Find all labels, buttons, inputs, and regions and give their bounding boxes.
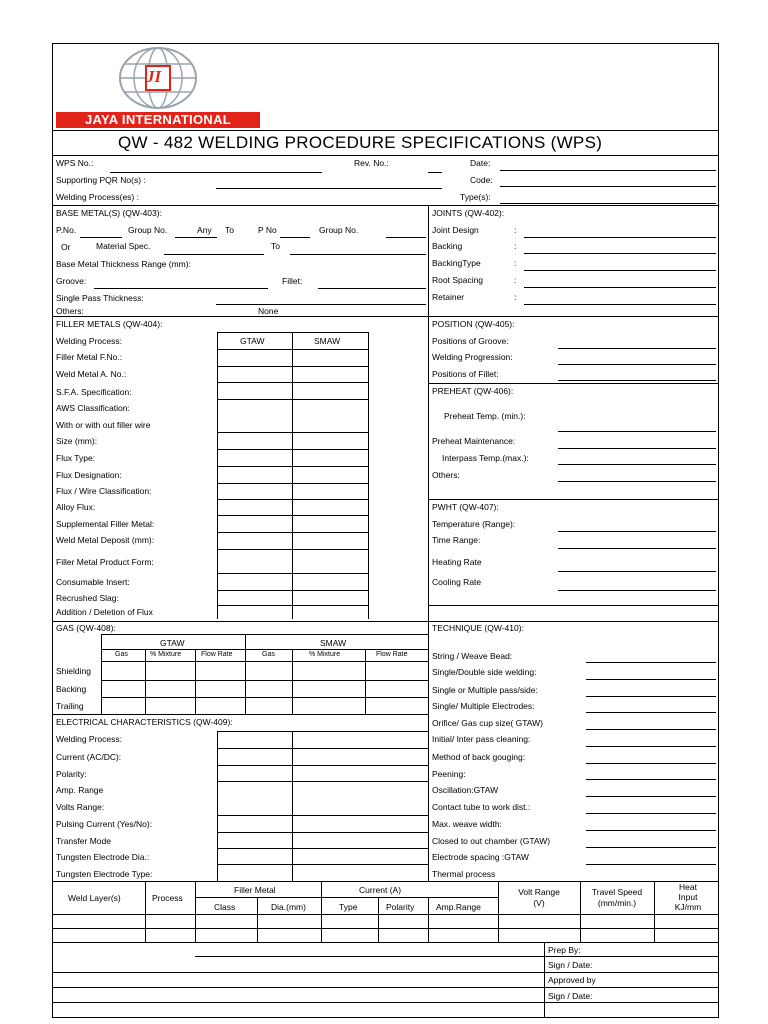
gas-subcol: % Mixture bbox=[309, 651, 341, 658]
date-label: Date: bbox=[470, 158, 491, 168]
single-pass-label: Single Pass Thickness: bbox=[56, 293, 144, 303]
technique-item: Closed to out chamber (GTAW) bbox=[432, 836, 551, 846]
technique-item: String / Weave Bead: bbox=[432, 651, 513, 661]
filler-row: Welding Process: bbox=[56, 336, 122, 346]
backing-type-colon: : bbox=[514, 258, 517, 268]
electrical-row: Tungsten Electrode Type: bbox=[56, 869, 153, 879]
company-name: JAYA INTERNATIONAL bbox=[56, 112, 260, 128]
filler-row: Flux / Wire Classification: bbox=[56, 486, 152, 496]
weld-layers-header: Weld Layer(s) bbox=[68, 893, 121, 903]
electrical-row: Welding Process: bbox=[56, 734, 122, 744]
to-label: To bbox=[225, 225, 234, 235]
group-no2-label: Group No. bbox=[319, 225, 359, 235]
technique-item: Oscillation:GTAW bbox=[432, 785, 499, 795]
filler-row: Filler Metal F.No.: bbox=[56, 352, 123, 362]
polarity-header: Polarity bbox=[386, 902, 415, 912]
gas-row: Trailing bbox=[56, 701, 84, 711]
gas-row: Backing bbox=[56, 684, 87, 694]
pwht-item: Time Range: bbox=[432, 535, 481, 545]
filler-row: Addition / Deletion of Flux bbox=[56, 607, 153, 617]
filler-row: Weld Metal A. No.: bbox=[56, 369, 127, 379]
preheat-item: Interpass Temp.(max.): bbox=[442, 453, 529, 463]
welding-process-label: Welding Process(es) : bbox=[56, 192, 139, 202]
technique-item: Thermal process bbox=[432, 869, 496, 879]
filler-row: Filler Metal Product Form: bbox=[56, 557, 154, 567]
joints-heading: JOINTS (QW-402): bbox=[432, 208, 505, 218]
joint-design-colon: : bbox=[514, 225, 517, 235]
pwht-item: Temperature (Range): bbox=[432, 519, 516, 529]
backing-colon: : bbox=[514, 241, 517, 251]
prep-by-label: Prep By: bbox=[548, 945, 581, 955]
technique-item: Orifice/ Gas cup size( GTAW) bbox=[432, 718, 543, 728]
gas-subcol: Gas bbox=[262, 651, 275, 658]
technique-item: Max. weave width: bbox=[432, 819, 502, 829]
pwht-item: Heating Rate bbox=[432, 557, 482, 567]
pwht-heading: PWHT (QW-407): bbox=[432, 502, 499, 512]
fillet-label: Fillet: bbox=[282, 276, 303, 286]
filler-row: S.F.A. Specification: bbox=[56, 387, 132, 397]
filler-row: Consumable Insert: bbox=[56, 577, 130, 587]
none-value: None bbox=[258, 306, 279, 316]
supporting-pqr-label: Supporting PQR No(s) : bbox=[56, 175, 146, 185]
gas-smaw-header: SMAW bbox=[320, 638, 347, 648]
thickness-range-label: Base Metal Thickness Range (mm): bbox=[56, 259, 191, 269]
electrical-heading: ELECTRICAL CHARACTERISTICS (QW-409): bbox=[56, 717, 233, 727]
root-spacing-colon: : bbox=[514, 275, 517, 285]
filler-row: Flux Designation: bbox=[56, 470, 122, 480]
travel-speed-header: Travel Speed (mm/min.) bbox=[591, 887, 643, 908]
technique-item: Single or Multiple pass/side: bbox=[432, 685, 538, 695]
technique-item: Initial/ Inter pass cleaning: bbox=[432, 734, 531, 744]
page-title: QW - 482 WELDING PROCEDURE SPECIFICATIONS (WPS) bbox=[118, 133, 603, 152]
gas-row: Shielding bbox=[56, 666, 91, 676]
electrical-row: Transfer Mode bbox=[56, 836, 111, 846]
filler-heading: FILLER METALS (QW-404): bbox=[56, 319, 163, 329]
backing-label: Backing bbox=[432, 241, 463, 251]
code-label: Code: bbox=[470, 175, 493, 185]
technique-item: Peening: bbox=[432, 769, 466, 779]
preheat-item: Others: bbox=[432, 470, 460, 480]
technique-item: Method of back gouging: bbox=[432, 752, 526, 762]
position-heading: POSITION (QW-405): bbox=[432, 319, 515, 329]
p-no2-label: P No bbox=[258, 225, 277, 235]
gas-subcol: Flow Rate bbox=[201, 651, 233, 658]
filler-row: Alloy Flux: bbox=[56, 502, 96, 512]
pwht-item: Cooling Rate bbox=[432, 577, 482, 587]
electrical-row: Amp. Range bbox=[56, 785, 104, 795]
joint-design-label: Joint Design bbox=[432, 225, 479, 235]
electrical-row: Volts Range: bbox=[56, 802, 105, 812]
position-item: Welding Progression: bbox=[432, 352, 513, 362]
technique-heading: TECHNIQUE (QW-410): bbox=[432, 623, 524, 633]
groove-label: Groove: bbox=[56, 276, 87, 286]
material-spec-label: Material Spec. bbox=[96, 241, 151, 251]
technique-item: Contact tube to work dist.: bbox=[432, 802, 531, 812]
electrical-row: Pulsing Current (Yes/No): bbox=[56, 819, 153, 829]
gas-subcol: Flow Rate bbox=[376, 651, 408, 658]
others-label: Others: bbox=[56, 306, 84, 316]
approved-by-label: Approved by bbox=[548, 975, 596, 985]
any-label: Any bbox=[197, 225, 212, 235]
electrical-row: Current (AC/DC): bbox=[56, 752, 122, 762]
retainer-colon: : bbox=[514, 292, 517, 302]
position-item: Positions of Fillet: bbox=[432, 369, 499, 379]
heat-input-header: Heat Input KJ/mm bbox=[674, 882, 702, 912]
filler-row: With or with out filler wire bbox=[56, 420, 151, 430]
filler-row: AWS Classification: bbox=[56, 403, 130, 413]
filler-row: Weld Metal Deposit (mm): bbox=[56, 535, 155, 545]
p-no-label: P.No. bbox=[56, 225, 77, 235]
gas-subcol: % Mixture bbox=[150, 651, 182, 658]
current-header: Current (A) bbox=[359, 885, 402, 895]
root-spacing-label: Root Spacing bbox=[432, 275, 484, 285]
or-label: Or bbox=[61, 242, 71, 252]
gas-heading: GAS (QW-408): bbox=[56, 623, 116, 633]
backing-type-label: BackingType bbox=[432, 258, 481, 268]
types-label: Type(s): bbox=[460, 192, 491, 202]
electrical-row: Tungsten Electrode Dia.: bbox=[56, 852, 150, 862]
base-metal-heading: BASE METAL(S) (QW-403): bbox=[56, 208, 162, 218]
filler-row: Supplemental Filler Metal: bbox=[56, 519, 155, 529]
position-item: Positions of Groove: bbox=[432, 336, 509, 346]
amp-range-header: Amp.Range bbox=[436, 902, 481, 912]
gas-subcol: Gas bbox=[115, 651, 128, 658]
preheat-heading: PREHEAT (QW-406): bbox=[432, 386, 514, 396]
logo-monogram: JI bbox=[146, 67, 162, 86]
class-header: Class bbox=[214, 902, 236, 912]
filler-row: Recrushed Slag: bbox=[56, 593, 119, 603]
group-no-label: Group No. bbox=[128, 225, 168, 235]
sign-date-label-2: Sign / Date: bbox=[548, 991, 593, 1001]
sign-date-label-1: Sign / Date: bbox=[548, 960, 593, 970]
retainer-label: Retainer bbox=[432, 292, 465, 302]
wps-no-label: WPS No.: bbox=[56, 158, 94, 168]
type-header: Type bbox=[339, 902, 358, 912]
filler-row: Size (mm): bbox=[56, 436, 98, 446]
filler-metal-header: Filler Metal bbox=[234, 885, 276, 895]
rev-no-label: Rev. No.: bbox=[354, 158, 389, 168]
filler-smaw-header: SMAW bbox=[314, 336, 341, 346]
filler-row: Flux Type: bbox=[56, 453, 96, 463]
technique-item: Single/ Multiple Electrodes: bbox=[432, 701, 535, 711]
technique-item: Single/Double side welding: bbox=[432, 667, 537, 677]
filler-gtaw-header: GTAW bbox=[240, 336, 265, 346]
volt-range-header: Volt Range (V) bbox=[518, 887, 560, 908]
preheat-item: Preheat Temp. (min.): bbox=[444, 411, 526, 421]
preheat-item: Preheat Maintenance: bbox=[432, 436, 516, 446]
to2-label: To bbox=[271, 241, 280, 251]
technique-item: Electrode spacing :GTAW bbox=[432, 852, 529, 862]
electrical-row: Polarity: bbox=[56, 769, 87, 779]
process-header: Process bbox=[152, 893, 183, 903]
gas-gtaw-header: GTAW bbox=[160, 638, 185, 648]
dia-header: Dia.(mm) bbox=[271, 902, 306, 912]
